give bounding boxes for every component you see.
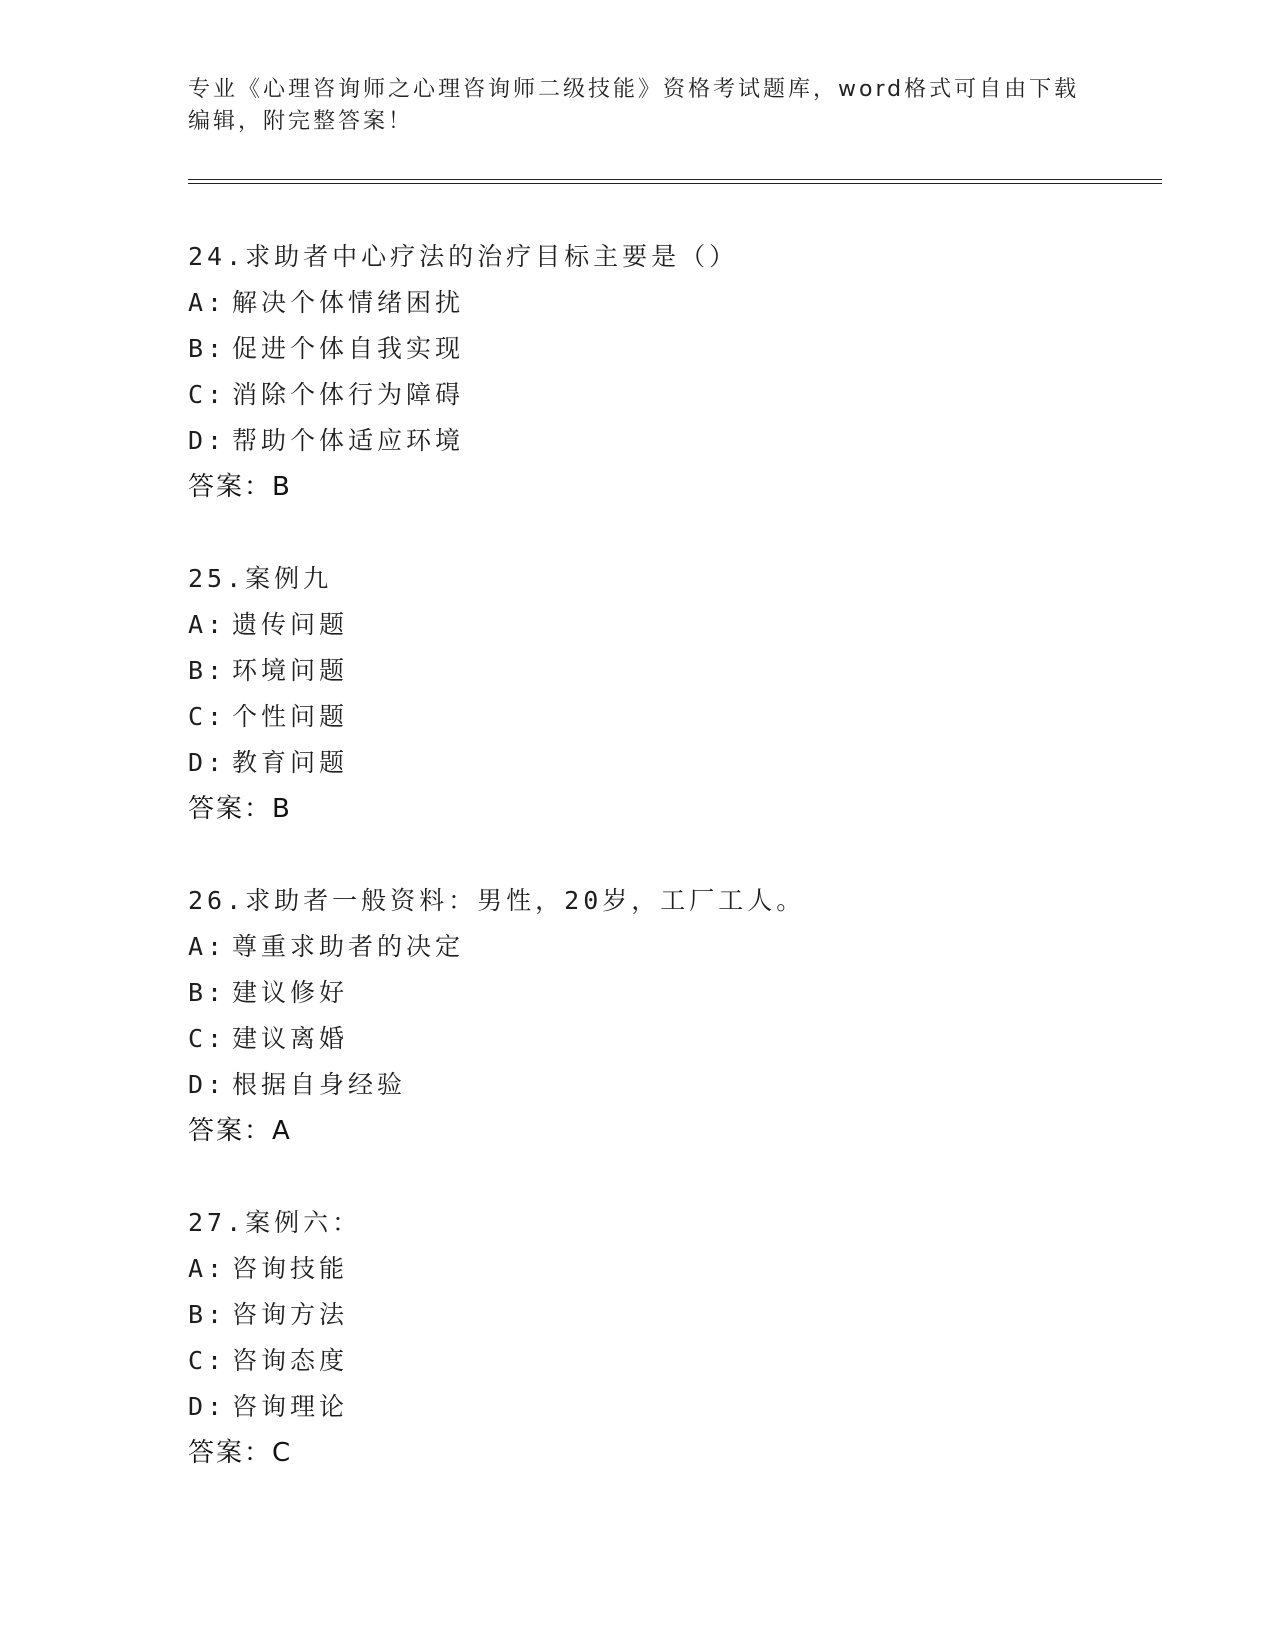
option-key: B: [188,334,227,363]
option-text: 根据自身经验 [232,1070,407,1099]
option-key: B: [188,656,227,685]
option-key: B: [188,1300,227,1329]
option-key: D: [188,1070,227,1099]
header-divider-bottom [188,183,1162,184]
question-block [188,234,1168,510]
option-c [188,1338,1168,1384]
question-stem: 25.案例九 [188,564,333,593]
option-text: 促进个体自我实现 [232,334,465,363]
option-text: 建议离婚 [232,1024,349,1053]
answer-line: 答案：B [188,472,292,502]
option-key: B: [188,978,227,1007]
option-a [188,924,1168,970]
option-a [188,1246,1168,1292]
header-line-1: 专业《心理咨询师之心理咨询师二级技能》资格考试题库，word格式可自由下载 [188,77,1080,102]
option-b [188,1292,1168,1338]
option-text: 帮助个体适应环境 [232,426,465,455]
option-key: D: [188,426,227,455]
question-block [188,556,1168,832]
option-c [188,694,1168,740]
option-text: 教育问题 [232,748,349,777]
question-stem: 27.案例六： [188,1208,362,1237]
option-text: 环境问题 [232,656,349,685]
option-text: 咨询方法 [232,1300,349,1329]
option-c [188,372,1168,418]
header-line-2: 编辑，附完整答案！ [188,109,414,134]
option-d [188,1062,1168,1108]
option-text: 咨询理论 [232,1392,349,1421]
option-key: C: [188,702,227,731]
option-b [188,648,1168,694]
option-d [188,1384,1168,1430]
option-d [188,740,1168,786]
option-key: A: [188,1254,227,1283]
answer-line: 答案：C [188,1438,293,1468]
question-stem: 24.求助者中心疗法的治疗目标主要是（） [188,242,739,271]
question-stem: 26.求助者一般资料：男性，20岁，工厂工人。 [188,886,806,915]
header-divider-top [188,179,1162,180]
option-c [188,1016,1168,1062]
option-key: D: [188,1392,227,1421]
option-key: C: [188,1346,227,1375]
option-key: A: [188,288,227,317]
option-d [188,418,1168,464]
option-key: C: [188,380,227,409]
option-b [188,970,1168,1016]
option-text: 咨询技能 [232,1254,349,1283]
option-key: C: [188,1024,227,1053]
option-text: 消除个体行为障碍 [232,380,465,409]
option-key: D: [188,748,227,777]
option-text: 尊重求助者的决定 [232,932,465,961]
option-key: A: [188,932,227,961]
option-text: 咨询态度 [232,1346,349,1375]
option-b [188,326,1168,372]
question-block [188,1200,1168,1476]
option-key: A: [188,610,227,639]
question-block [188,878,1168,1154]
option-text: 遗传问题 [232,610,349,639]
option-text: 个性问题 [232,702,349,731]
option-text: 解决个体情绪困扰 [232,288,465,317]
option-a [188,280,1168,326]
answer-line: 答案：B [188,794,292,824]
answer-line: 答案：A [188,1116,292,1146]
option-a [188,602,1168,648]
option-text: 建议修好 [232,978,349,1007]
document-header [188,74,1088,138]
